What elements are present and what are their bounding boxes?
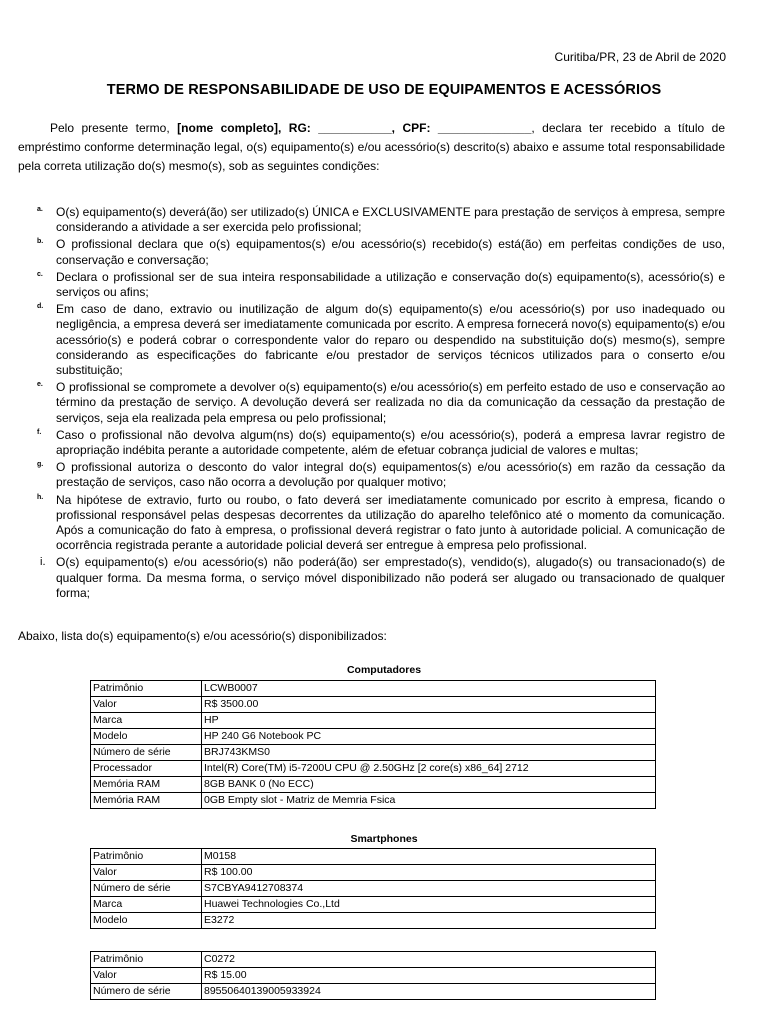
condition-item <box>40 555 725 601</box>
field-value: BRJ743KMS0 <box>202 745 656 761</box>
document-title: TERMO DE RESPONSABILIDADE DE USO DE EQUIPAMENTOS E ACESSÓRIOS <box>106 82 662 98</box>
condition-item <box>37 302 725 378</box>
table-row <box>91 984 656 1000</box>
table-row <box>91 697 656 713</box>
condition-text: Em caso de dano, extravio ou inutilização de algum do(s) equipamento(s) e/ou acessório(s) por uso inadequado ou negligência, a empresa deverá ser imediatamente comunicada por escrito. A empresa fornecerá novo(s) equipamento(s) e/ou acessório(s) e poderá cobrar o correspondente valor do reparo ou despendido na substituição do(s) mesmo(s), sempre considerando as especificações do fabricante e/ou prestador de serviços técnicos utilizados para o conserto e/ou substituição; <box>56 302 725 378</box>
smartphones-section-title: Smartphones <box>350 833 418 845</box>
field-label: Valor <box>91 968 202 984</box>
table-row <box>91 849 656 865</box>
field-value: Intel(R) Core(TM) i5-7200U CPU @ 2.50GHz [2 core(s) x86_64] 2712 <box>202 761 656 777</box>
smartphone-table <box>90 951 656 1000</box>
computers-table <box>90 680 656 809</box>
table-row <box>91 777 656 793</box>
condition-marker: d. <box>37 303 44 311</box>
condition-text: O(s) equipamento(s) e/ou acessório(s) não poderá(ão) ser emprestado(s), vendido(s), alugado(s) ou transacionado(s) de qualquer forma. Da mesma forma, o serviço móvel disponibilizado não poderá ser alugado ou transacionado de qualquer forma; <box>56 555 725 600</box>
field-label: Número de série <box>91 745 202 761</box>
condition-item <box>37 205 725 235</box>
condition-marker: c. <box>37 270 43 278</box>
field-label: Memória RAM <box>91 777 202 793</box>
table-row <box>91 913 656 929</box>
field-label: Modelo <box>91 729 202 745</box>
field-value: LCWB0007 <box>202 681 656 697</box>
field-value: R$ 100.00 <box>202 865 656 881</box>
condition-marker: a. <box>37 206 43 213</box>
field-label: Valor <box>91 865 202 881</box>
intro-paragraph <box>18 119 725 176</box>
field-value: HP 240 G6 Notebook PC <box>202 729 656 745</box>
field-value: 89550640139005933924 <box>202 984 656 1000</box>
intro-suffix: , declara ter recebido a título de empréstimo conforme determinação legal, o(s) equipamento(s) e/ou acessório(s) descrito(s) abaixo e assume total responsabilidade pela correta utilização do(s) mesmo(s), sob as seguintes condições: <box>18 121 725 173</box>
table-row <box>91 745 656 761</box>
table-row <box>91 881 656 897</box>
table-row <box>91 729 656 745</box>
field-value: 0GB Empty slot - Matriz de Memria Fsica <box>202 793 656 809</box>
field-label: Número de série <box>91 984 202 1000</box>
field-label: Marca <box>91 713 202 729</box>
conditions-list <box>37 205 725 603</box>
field-label: Patrimônio <box>91 952 202 968</box>
field-value: R$ 3500.00 <box>202 697 656 713</box>
condition-item <box>37 380 725 426</box>
table-row <box>91 681 656 697</box>
equipment-list-intro: Abaixo, lista do(s) equipamento(s) e/ou acessório(s) disponibilizados: <box>18 629 387 643</box>
condition-marker: f. <box>37 428 42 436</box>
table-row <box>91 952 656 968</box>
table-row <box>91 865 656 881</box>
field-value: Huawei Technologies Co.,Ltd <box>202 897 656 913</box>
computers-section-title: Computadores <box>346 664 422 676</box>
field-label: Memória RAM <box>91 793 202 809</box>
condition-marker: b. <box>37 238 44 246</box>
field-label: Valor <box>91 697 202 713</box>
table-row <box>91 793 656 809</box>
field-label: Número de série <box>91 881 202 897</box>
document-date: Curitiba/PR, 23 de Abril de 2020 <box>554 50 726 64</box>
field-label: Marca <box>91 897 202 913</box>
field-value: C0272 <box>202 952 656 968</box>
condition-text: O profissional declara que o(s) equipamentos(s) e/ou acessório(s) recebido(s) está(ão) em perfeitas condições de uso, conservação e conversação; <box>56 237 725 267</box>
field-label: Processador <box>91 761 202 777</box>
table-row <box>91 713 656 729</box>
condition-marker: i. <box>40 556 46 569</box>
smartphone-table <box>90 848 656 929</box>
field-value: 8GB BANK 0 (No ECC) <box>202 777 656 793</box>
condition-marker: e. <box>37 381 43 389</box>
field-value: HP <box>202 713 656 729</box>
condition-text: Caso o profissional não devolva algum(ns) do(s) equipamento(s) e/ou acessório(s), poderá a empresa lavrar registro de apropriação indébita perante a autoridade competente, além de efetuar cobrança judicial de valores e multas; <box>56 427 725 458</box>
intro-prefix: Pelo presente termo, <box>50 121 178 135</box>
condition-item <box>37 492 725 554</box>
field-label: Modelo <box>91 913 202 929</box>
condition-marker: g. <box>37 461 44 469</box>
condition-marker: h. <box>37 493 44 501</box>
table-row <box>91 761 656 777</box>
intro-bold-fields: [nome completo], RG: ___________, CPF: ______________ <box>177 121 532 135</box>
condition-text: Declara o profissional ser de sua inteira responsabilidade a utilização e conservação do(s) equipamento(s), acessório(s) e serviços ou afins; <box>56 269 725 300</box>
condition-text: O profissional autoriza o desconto do valor integral do(s) equipamentos(s) e/ou acessório(s) em razão da cessação da prestação de serviços, caso não ocorra a devolução por qualquer motivo; <box>56 460 725 490</box>
condition-item <box>37 269 725 300</box>
condition-item <box>37 427 725 458</box>
condition-item <box>37 460 725 490</box>
field-value: E3272 <box>202 913 656 929</box>
field-label: Patrimônio <box>91 681 202 697</box>
field-value: M0158 <box>202 849 656 865</box>
table-row <box>91 968 656 984</box>
condition-text: O profissional se compromete a devolver o(s) equipamento(s) e/ou acessório(s) em perfeito estado de uso e conservação ao término da prestação de serviço. A devolução deverá ser realizada no dia da comunicação da cessação da prestação de serviços, seja ela realizada pela empresa ou pelo profissional; <box>56 380 725 425</box>
field-label: Patrimônio <box>91 849 202 865</box>
condition-text: O(s) equipamento(s) deverá(ão) ser utilizado(s) ÚNICA e EXCLUSIVAMENTE para prestação de serviços à empresa, sempre considerando a atividade a ser exercida pelo profissional; <box>56 205 725 235</box>
field-value: R$ 15.00 <box>202 968 656 984</box>
condition-text: Na hipótese de extravio, furto ou roubo, o fato deverá ser imediatamente comunicado por escrito à empresa, ficando o profissional responsável pelas despesas decorrentes da utilização do aparelho telefônico até o momento da comunicação. Após a comunicação do fato à empresa, o profissional deverá registrar o fato junto à autoridade policial. A comunicação de ocorrência registrada perante a autoridade policial deverá ser entregue à empresa pelo profissional. <box>56 492 725 553</box>
condition-item <box>37 237 725 267</box>
table-row <box>91 897 656 913</box>
field-value: S7CBYA9412708374 <box>202 881 656 897</box>
